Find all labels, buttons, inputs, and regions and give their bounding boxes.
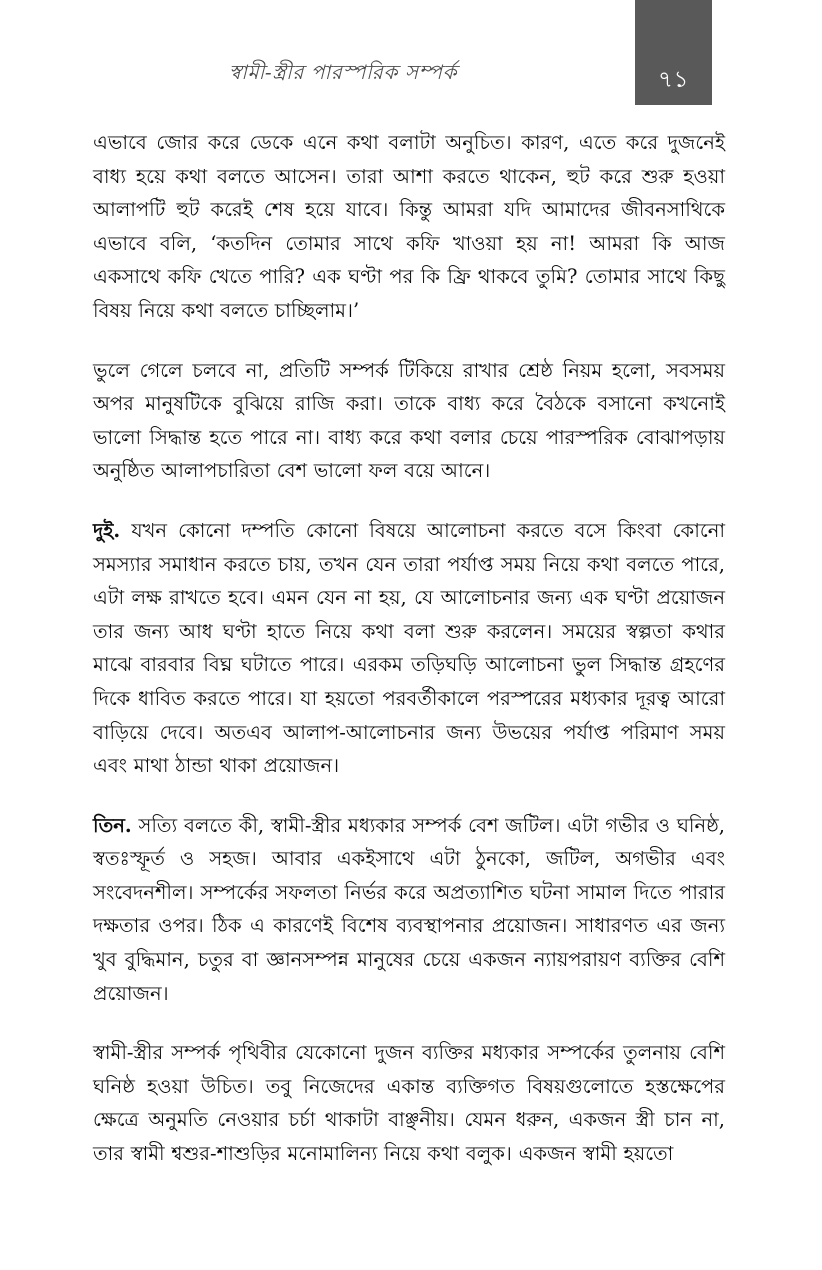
paragraph bbox=[93, 514, 725, 783]
paragraph bbox=[93, 809, 725, 1011]
running-header-title: স্বামী-স্ত্রীর পারস্পরিক সম্পর্ক bbox=[228, 60, 458, 84]
page-number-block bbox=[635, 0, 712, 105]
paragraph-text: স্বামী-স্ত্রীর সম্পর্ক পৃথিবীর যেকোনো দুজন ব্যক্তির মধ্যকার সম্পর্কের তুলনায় বেশি ঘনিষ্ঠ হওয়া উচিত। তবু নিজেদের একান্ত ব্যক্তিগত বিষয়গুলোতে হস্তক্ষেপের ক্ষেত্রে অনুমতি নেওয়ার চর্চা থাকাটা বাঞ্ছনীয়। যেমন ধরুন, একজন স্ত্রী চান না, তার স্বামী শ্বশুর-শাশুড়ির মনোমালিন্য নিয়ে কথা বলুক। একজন স্বামী হয়তো bbox=[93, 1041, 725, 1166]
page-number: ৭১ bbox=[658, 67, 689, 92]
paragraph-lead: তিন. bbox=[93, 813, 132, 837]
paragraph-text: যখন কোনো দম্পতি কোনো বিষয়ে আলোচনা করতে বসে কিংবা কোনো সমস্যার সমাধান করতে চায়, তখন যেন তারা পর্যাপ্ত সময় নিয়ে কথা বলতে পারে, এটা লক্ষ রাখতে হবে। এমন যেন না হয়, যে আলোচনার জন্য এক ঘণ্টা প্রয়োজন তার জন্য আধ ঘণ্টা হাতে নিয়ে কথা বলা শুরু করলেন। সময়ের স্বল্পতা কথার মাঝে বারবার বিঘ্ন ঘটাতে পারে। এরকম তড়িঘড়ি আলোচনা ভুল সিদ্ধান্ত গ্রহণের দিকে ধাবিত করতে পারে। যা হয়তো পরবর্তীকালে পরস্পরের মধ্যকার দূরত্ব আরো বাড়িয়ে দেবে। অতএব আলাপ-আলোচনার জন্য উভয়ের পর্যাপ্ত পরিমাণ সময় এবং মাথা ঠান্ডা থাকা প্রয়োজন। bbox=[93, 518, 725, 778]
paragraph-text: সত্যি বলতে কী, স্বামী-স্ত্রীর মধ্যকার সম্পর্ক বেশ জটিল। এটা গভীর ও ঘনিষ্ঠ, স্বতঃস্ফূর্ত ও সহজ। আবার একইসাথে এটা ঠুনকো, জটিল, অগভীর এবং সংবেদনশীল। সম্পর্কের সফলতা নির্ভর করে অপ্রত্যাশিত ঘটনা সামাল দিতে পারার দক্ষতার ওপর। ঠিক এ কারণেই বিশেষ ব্যবস্থাপনার প্রয়োজন। সাধারণত এর জন্য খুব বুদ্ধিমান, চতুর বা জ্ঞানসম্পন্ন মানুষের চেয়ে একজন ন্যায়পরায়ণ ব্যক্তির বেশি প্রয়োজন। bbox=[93, 813, 725, 1005]
paragraph-lead: দুই. bbox=[93, 518, 121, 542]
paragraph bbox=[93, 354, 725, 488]
paragraph bbox=[93, 1036, 725, 1170]
page-body-text bbox=[93, 126, 725, 1171]
paragraph-text: এভাবে জোর করে ডেকে এনে কথা বলাটা অনুচিত। কারণ, এতে করে দুজনেই বাধ্য হয়ে কথা বলতে আসেন। তারা আশা করতে থাকেন, হুট করে শুরু হওয়া আলাপটি হুট করেই শেষ হয়ে যাবে। কিন্তু আমরা যদি আমাদের জীবনসাথিকে এভাবে বলি, ‘কতদিন তোমার সাথে কফি খাওয়া হয় না! আমরা কি আজ একসাথে কফি খেতে পারি? এক ঘণ্টা পর কি ফ্রি থাকবে তুমি? তোমার সাথে কিছু বিষয় নিয়ে কথা বলতে চাচ্ছিলাম।’ bbox=[93, 131, 725, 322]
paragraph bbox=[93, 126, 725, 328]
paragraph-text: ভুলে গেলে চলবে না, প্রতিটি সম্পর্ক টিকিয়ে রাখার শ্রেষ্ঠ নিয়ম হলো, সবসময় অপর মানুষটিকে বুঝিয়ে রাজি করা। তাকে বাধ্য করে বৈঠকে বসানো কখনোই ভালো সিদ্ধান্ত হতে পারে না। বাধ্য করে কথা বলার চেয়ে পারস্পরিক বোঝাপড়ায় অনুষ্ঠিত আলাপচারিতা বেশ ভালো ফল বয়ে আনে। bbox=[93, 358, 725, 483]
